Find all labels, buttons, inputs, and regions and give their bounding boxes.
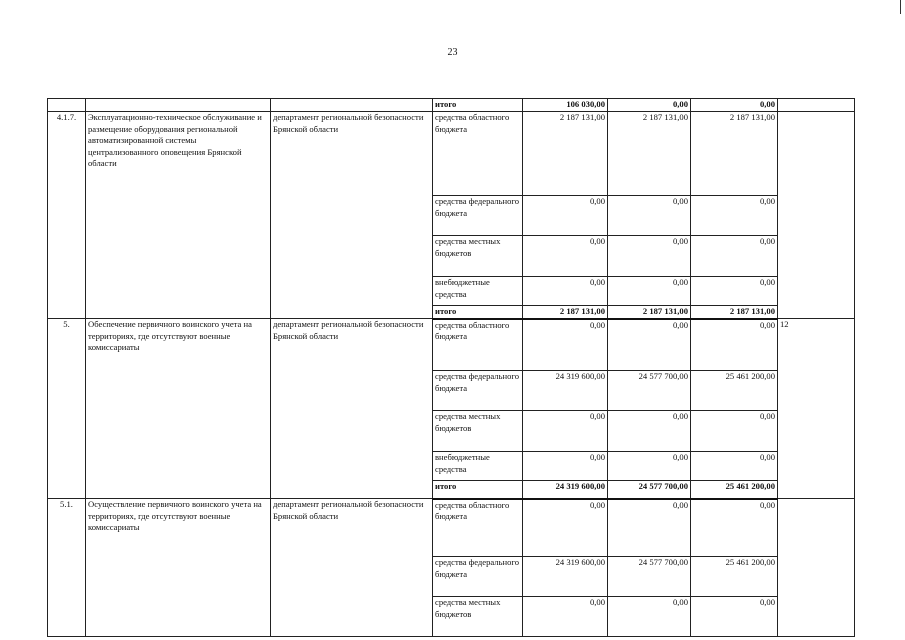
source-cell: средства областного бюджета — [433, 319, 523, 371]
source-cell: средства областного бюджета — [433, 499, 523, 557]
year2-cell: 2 187 131,00 — [608, 306, 691, 319]
source-cell: средства областного бюджета — [433, 112, 523, 196]
year2-cell: 0,00 — [608, 319, 691, 371]
year1-cell: 2 187 131,00 — [523, 306, 608, 319]
year1-cell: 0,00 — [523, 196, 608, 236]
year2-cell: 24 577 700,00 — [608, 371, 691, 411]
source-cell: средства местных бюджетов — [433, 411, 523, 452]
year3-cell: 2 187 131,00 — [691, 306, 778, 319]
year2-cell: 0,00 — [608, 411, 691, 452]
table-row-carryover-total — [48, 99, 855, 112]
year1-cell: 2 187 131,00 — [523, 112, 608, 196]
source-cell: средства федерального бюджета — [433, 557, 523, 597]
source-cell: средства федерального бюджета — [433, 371, 523, 411]
year2-cell: 2 187 131,00 — [608, 112, 691, 196]
year1-cell: 106 030,00 — [523, 99, 608, 112]
index-cell: 5.1. — [48, 499, 86, 637]
page-number: 23 — [447, 47, 458, 58]
index-cell: 4.1.7. — [48, 112, 86, 319]
year2-cell: 0,00 — [608, 99, 691, 112]
year3-cell: 25 461 200,00 — [691, 371, 778, 411]
table-row — [48, 319, 855, 371]
year1-cell: 24 319 600,00 — [523, 481, 608, 499]
name-cell: Осуществление первичного воинского учета на территориях, где отсутствуют военные комиссариаты — [86, 499, 271, 637]
source-cell: средства местных бюджетов — [433, 236, 523, 277]
executor-cell: департамент региональной безопасности Брянской области — [271, 319, 433, 499]
year2-cell: 0,00 — [608, 277, 691, 306]
year3-cell: 0,00 — [691, 452, 778, 481]
year2-cell: 0,00 — [608, 452, 691, 481]
source-cell: итого — [433, 99, 523, 112]
year1-cell: 0,00 — [523, 277, 608, 306]
scan-edge-mark — [900, 0, 901, 14]
table-row — [48, 499, 855, 557]
year1-cell: 0,00 — [523, 236, 608, 277]
year3-cell: 25 461 200,00 — [691, 557, 778, 597]
year3-cell: 25 461 200,00 — [691, 481, 778, 499]
source-cell: итого — [433, 306, 523, 319]
note-cell — [778, 499, 855, 637]
year3-cell: 0,00 — [691, 196, 778, 236]
source-cell: внебюджетные средства — [433, 452, 523, 481]
year2-cell: 24 577 700,00 — [608, 557, 691, 597]
budget-table — [47, 98, 855, 637]
year3-cell: 0,00 — [691, 236, 778, 277]
year3-cell: 0,00 — [691, 499, 778, 557]
year3-cell: 0,00 — [691, 411, 778, 452]
executor-cell: департамент региональной безопасности Брянской области — [271, 112, 433, 319]
source-cell: внебюджетные средства — [433, 277, 523, 306]
year2-cell: 0,00 — [608, 597, 691, 637]
year2-cell: 0,00 — [608, 236, 691, 277]
year3-cell: 0,00 — [691, 597, 778, 637]
year3-cell: 0,00 — [691, 277, 778, 306]
source-cell: средства местных бюджетов — [433, 597, 523, 637]
budget-table-body — [48, 99, 855, 637]
note-cell — [778, 99, 855, 112]
executor-cell: департамент региональной безопасности Брянской области — [271, 499, 433, 637]
year2-cell: 24 577 700,00 — [608, 481, 691, 499]
note-cell — [778, 112, 855, 319]
year1-cell: 0,00 — [523, 411, 608, 452]
year2-cell: 0,00 — [608, 196, 691, 236]
name-cell: Обеспечение первичного воинского учета на территориях, где отсутствуют военные комиссариаты — [86, 319, 271, 499]
name-cell — [86, 99, 271, 112]
year1-cell: 0,00 — [523, 452, 608, 481]
year3-cell: 0,00 — [691, 99, 778, 112]
year1-cell: 0,00 — [523, 319, 608, 371]
year1-cell: 24 319 600,00 — [523, 371, 608, 411]
source-cell: средства федерального бюджета — [433, 196, 523, 236]
index-cell: 5. — [48, 319, 86, 499]
year1-cell: 24 319 600,00 — [523, 557, 608, 597]
year3-cell: 2 187 131,00 — [691, 112, 778, 196]
executor-cell — [271, 99, 433, 112]
note-cell: 12 — [778, 319, 855, 499]
name-cell: Эксплуатационно-техническое обслуживание и размещение оборудования региональной автоматизированной системы централизованного оповещения Брянской области — [86, 112, 271, 319]
index-cell — [48, 99, 86, 112]
year3-cell: 0,00 — [691, 319, 778, 371]
source-cell: итого — [433, 481, 523, 499]
year2-cell: 0,00 — [608, 499, 691, 557]
year1-cell: 0,00 — [523, 597, 608, 637]
year1-cell: 0,00 — [523, 499, 608, 557]
table-row — [48, 112, 855, 196]
